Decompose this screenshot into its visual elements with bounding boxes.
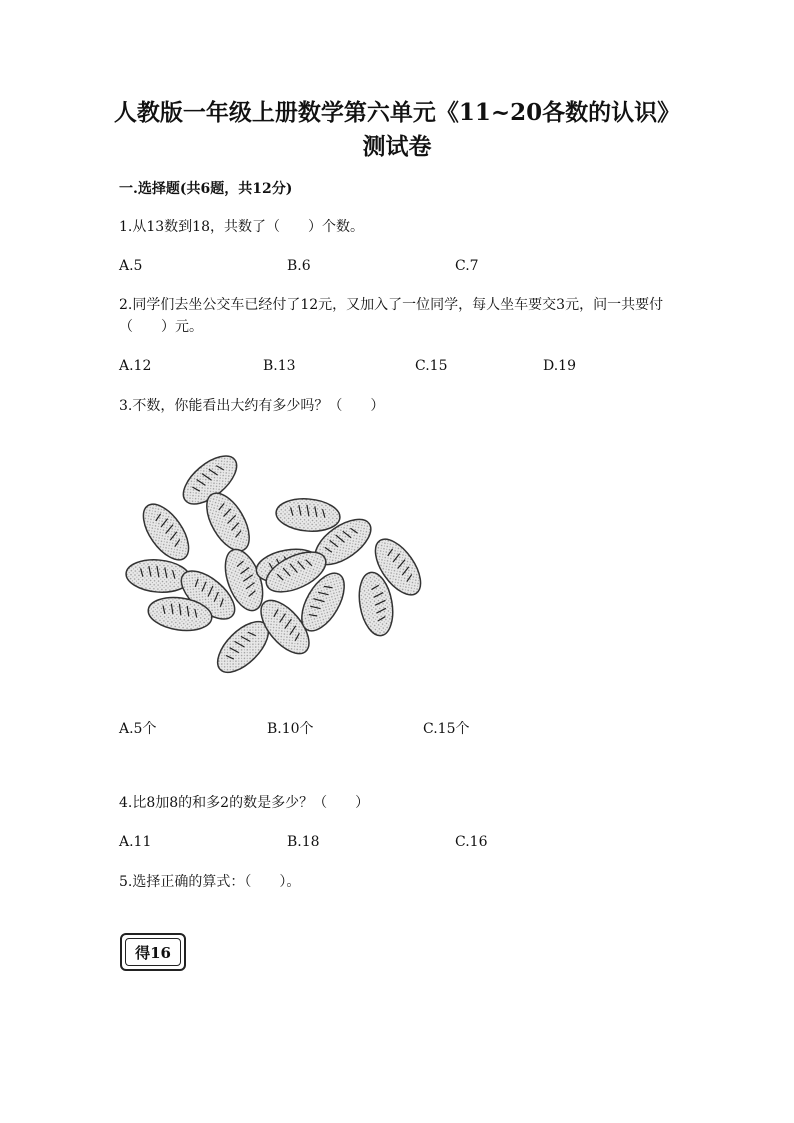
q2-option-a: A.12 [119,358,152,374]
q1-option-a: A.5 [119,258,143,274]
question-1: 1.从13数到18，共数了（ ）个数。 [119,219,364,235]
page-title: 人教版一年级上册数学第六单元《11~20各数的认识》测试卷 [113,99,681,160]
score-box [120,933,186,971]
question-2: 2.同学们去坐公交车已经付了12元，又加入了一位同学，每人坐车要交3元，问一共要付（ ）元。 [119,297,664,335]
score-box-label: 得16 [135,943,171,962]
q4-option-a: A.11 [119,834,152,850]
q2-option-c: C.15 [415,358,448,374]
q1-option-c: C.7 [455,258,479,274]
question-5: 5.选择正确的算式：（ ）。 [119,874,301,890]
q3-option-b: B.10个 [267,721,314,737]
q1-option-b: B.6 [287,258,311,274]
q4-option-c: C.16 [455,834,488,850]
q3-option-a: A.5个 [119,721,157,737]
question-3: 3.不数，你能看出大约有多少吗？（ ） [119,398,385,414]
q4-option-b: B.18 [287,834,320,850]
q2-option-b: B.13 [263,358,296,374]
section-heading: 一.选择题(共6题，共12分) [119,181,293,197]
sweet-potatoes-illustration [118,452,438,682]
q2-option-d: D.19 [543,358,576,374]
q3-option-c: C.15个 [423,721,470,737]
question-4: 4.比8加8的和多2的数是多少？（ ） [119,795,370,811]
